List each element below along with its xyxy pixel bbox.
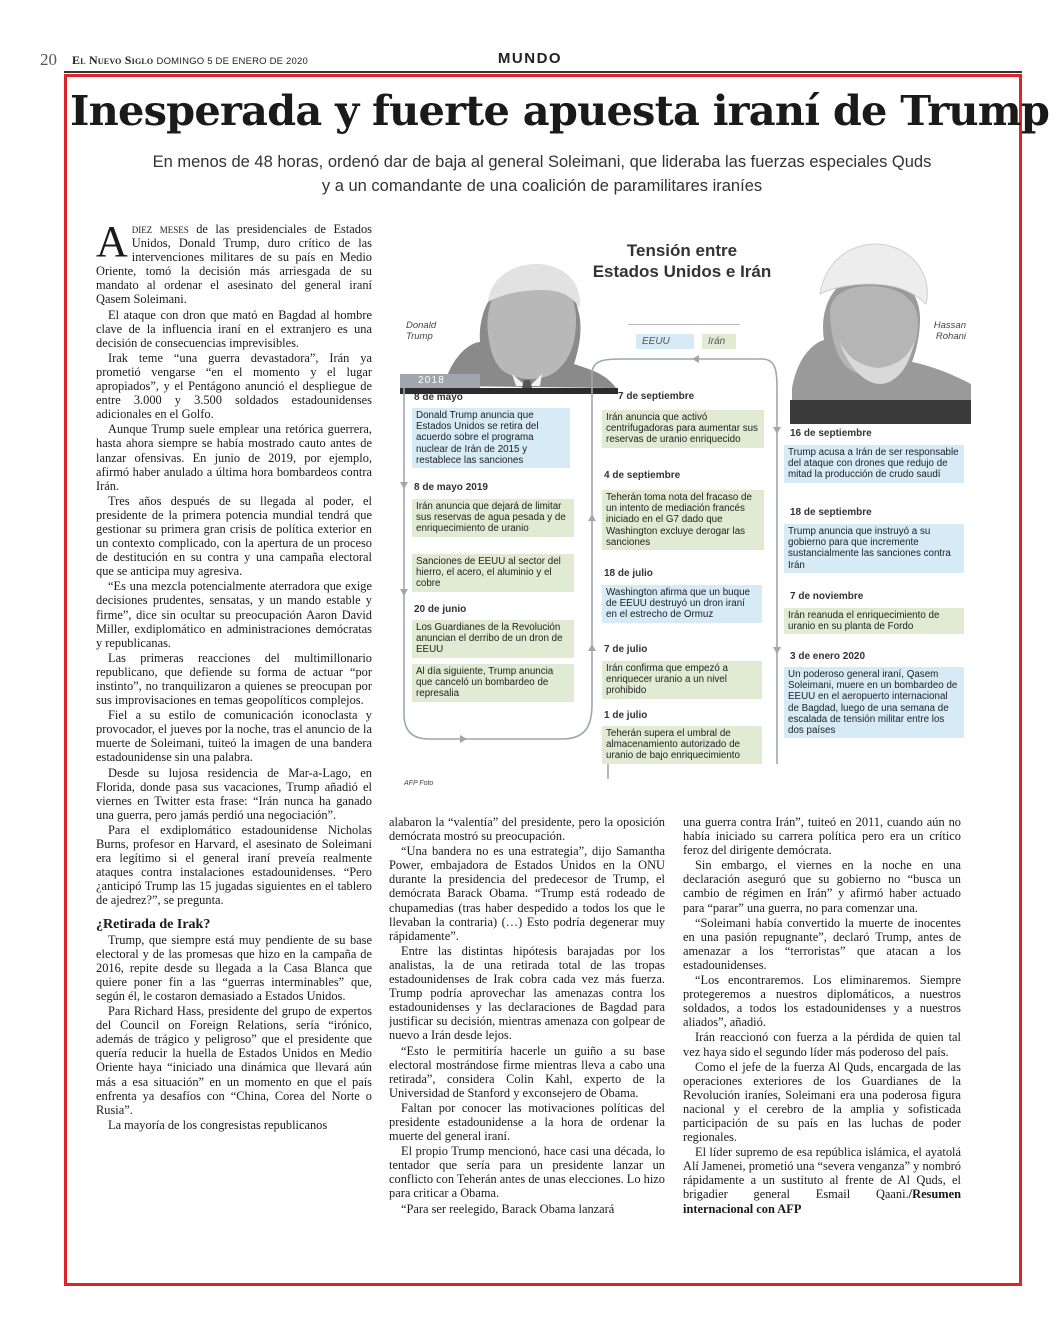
paragraph: Las primeras reacciones del multimillonario republicano, que defiende su forma de actuar “por instinto”, no tranquilizaron a quienes se preocupan por sus improvisaciones en temas geopolíticos complejos. — [96, 650, 372, 708]
photo-credit: AFP Foto — [404, 780, 434, 787]
event-date: 8 de mayo — [414, 392, 463, 403]
masthead-name: El Nuevo Siglo — [72, 53, 154, 67]
paragraph: “Soleimani había convertido la muerte de inocentes en una pasión repugnante”, declaró Trump, antes de amenazar a los “terroristas” que atacan a los estadounidenses. — [683, 915, 961, 972]
right-portrait-label: Hassan Rohani — [933, 320, 966, 342]
event-date: 3 de enero 2020 — [790, 651, 866, 662]
paragraph: “Esto le permitiría hacerle un guiño a su base electoral mostrándose firme mientras lleva a cabo una retirada”, considera Colin Kahl, experto de la Universidad de Stanford y exconsejero de Obama. — [389, 1043, 665, 1100]
subtitle: ¿Retirada de Irak? — [96, 916, 211, 932]
paragraph: Irak teme “una guerra devastadora”, Irán ya prometió vengarse “en el momento y el lugar apropiados”, y el Pentágono anunció el despliegue de entre 3.000 y 3.500 soldados estadounidenses adicionales en el Golfo. — [96, 350, 372, 422]
article-column-3 — [683, 815, 961, 1265]
masthead — [72, 53, 308, 68]
event-iran: Irán anuncia que activó centrifugadoras para aumentar sus reservas de uranio enriquecido — [602, 410, 764, 448]
subhead: En menos de 48 horas, ordenó dar de baja al general Soleimani, que lideraba las fuerzas especiales Quds y a un comandante de una coalición de paramilitares iraníes — [152, 153, 932, 195]
event-date: 7 de septiembre — [618, 391, 695, 402]
event-iran: Sanciones de EEUU al sector del hierro, el acero, el aluminio y el cobre — [412, 554, 574, 592]
paragraph: Sin embargo, el viernes en la noche en una declaración aseguró que su gobierno no “busca un cambio de régimen en Irán” y afirmó haber actuado para “parar” una guerra, no para comenzar una. — [683, 858, 961, 915]
paragraph: alabaron la “valentía” del presidente, pero la oposición demócrata mostró su preocupación. — [389, 815, 665, 844]
drop-cap: A — [96, 222, 128, 266]
event-iran: Irán reanuda el enriquecimiento de uranio en su planta de Fordo — [784, 608, 964, 634]
event-iran: Al día siguiente, Trump anuncia que canceló un bombardeo de represalia — [412, 664, 574, 702]
event-iran: Teherán supera el umbral de almacenamiento autorizado de uranio de bajo enriquecimiento — [602, 726, 762, 764]
paragraph: El propio Trump mencionó, hace casi una década, lo tentador que sería para un presidente lanzar un conflicto con Teherán antes de unas elecciones. Lo hizo para criticar a Obama. — [389, 1144, 665, 1201]
event-iran: Los Guardianes de la Revolución anuncian el derribo de un dron de EEUU — [412, 620, 574, 658]
paragraph: Entre las distintas hipótesis barajadas por los analistas, la de una retirada total de las tropas estadounidenses de Irak cobra cada vez más fuerza. Trump podría aprovechar las amenazas contra los estadounidenses y las declaraciones de Bagdad para justificar su decisión, mientras amenaza con golpear de nuevo a Irán desde lejos. — [389, 943, 665, 1043]
event-date: 18 de julio — [604, 568, 653, 579]
paragraph: “Los encontraremos. Los eliminaremos. Siempre protegeremos a nuestros diplomáticos, a nuestros soldados, a todos los estadounidenses y a nuestros aliados”, añadió. — [683, 973, 961, 1030]
headline: Inesperada y fuerte apuesta iraní de Trump — [70, 86, 1050, 135]
paragraph: Fiel a su estilo de comunicación iconoclasta y provocador, el jueves por la noche, tras el anuncio de la muerte de Soleimani, tuiteó la imagen de una bandera estadounidense sin una palabra. — [96, 708, 372, 765]
infographic — [392, 224, 971, 804]
paragraph: Desde su lujosa residencia de Mar-a-Lago, en Florida, donde pasa sus vacaciones, Trump añadió el viernes en Twitter esta frase: “Irán nunca ha ganado una guerra, pero jamás perdió una negociación”. — [96, 765, 372, 822]
lead-words: diez meses — [131, 222, 189, 236]
paragraph: “Para ser reelegido, Barack Obama lanzará — [401, 1201, 615, 1216]
legend-iran: Irán — [702, 334, 736, 349]
paragraph: Faltan por conocer las motivaciones políticas del presidente estadounidense a la hora de ordenar la muerte del general iraní. — [389, 1100, 665, 1144]
lead-paragraph — [96, 222, 372, 307]
event-us: Washington afirma que un buque de EEUU destruyó un dron iraní en el estrecho de Ormuz — [602, 585, 762, 623]
event-us: Un poderoso general iraní, Qasem Soleimani, muere en un bombardeo de EEUU en el aeropuerto internacional de Bagdad, luego de una semana de escalada de tensión militar entre los dos países — [784, 667, 964, 738]
paragraph: Para Richard Hass, presidente del grupo de expertos del Council on Foreign Relations, sería “irónico, además de trágico y peligroso” que el presidente que quería reducir la huella de Estados Unidos en Medio Oriente haya “iniciado una dinámica que llevará aún más a esa situación” en un momento en que el país enfrenta ya desafíos con “China, Corea del Norte o Rusia”. — [96, 1004, 372, 1117]
paragraph: La mayoría de los congresistas republicanos — [108, 1117, 328, 1132]
event-us: Trump anuncia que instruyó a su gobierno para que incremente sustancialmente las sanciones contra Irán — [784, 524, 964, 573]
event-iran: Irán confirma que empezó a enriquecer uranio a un nivel prohibido — [602, 661, 762, 699]
year-2018: 2018 — [418, 375, 446, 386]
event-date: 4 de septiembre — [604, 470, 681, 481]
event-date: 16 de septiembre — [790, 428, 872, 439]
paragraph: Trump, que siempre está muy pendiente de su base electoral y de las promesas que hizo en la campaña de 2016, repite desde su llegada a la Casa Blanca que quiere poner fin a las “guerras interminables” que, según él, le costaron demasiado a Estados Unidos. — [96, 932, 372, 1003]
event-date: 8 de mayo 2019 — [414, 482, 488, 493]
paragraph: El ataque con dron que mató en Bagdad al hombre clave de la influencia iraní en el extranjero es una decisión de consecuencias imprevisibles. — [96, 307, 372, 350]
paragraph-text: El líder supremo de esa república islámica, el ayatolá Alí Jamenei, prometió una “severa venganza” y nombró rápidamente a un sustituto al frente de Al Quds, el brigadier general Esmail Qaani. — [683, 1145, 961, 1202]
event-us: Donald Trump anuncia que Estados Unidos se retira del acuerdo sobre el programa nuclear de Irán de 2015 y restablece las sanciones — [412, 408, 570, 468]
event-date: 18 de septiembre — [790, 507, 872, 518]
infographic-title: Tensión entre Estados Unidos e Irán — [592, 241, 772, 281]
event-date: 20 de junio — [414, 604, 467, 615]
paragraph: “Una bandera no es una estrategia”, dijo Samantha Power, embajadora de Estados Unidos en la ONU durante la presidencia del predecesor de Trump, el demócrata Barack Obama. “Trump está rodeado de chupamedias (tras haber despedido a todos los que le llevaban la contraria) (…) Esto podría degenerar muy rápidamente”. — [389, 844, 665, 943]
paragraph: “Es una mezcla potencialmente aterradora que exige decisiones prudentes, sensatas, y un mando estable y firme”, dice sin ocultar su preocupación Aaron David Miller, exdiplomático en administraciones demócratas y republicanas. — [96, 579, 372, 650]
paragraph: de las presidenciales de Estados Unidos, Donald Trump, duro crítico de las intervenciones militares de su país en Medio Oriente, tomó la decisión más arriesgada de su mandato al ordenar el asesinato del general iraní Qasem Soleimani. — [96, 222, 372, 307]
paragraph — [683, 1145, 961, 1215]
article-column-2 — [389, 815, 665, 1265]
paragraph: Aunque Trump suele emplear una retórica guerrera, hasta ahora siempre se había mostrado cauto antes de lanzar ofensivas. En junio de 2019, por ejemplo, afirmó haber anulado a última hora bombardeos contra Irán. — [96, 422, 372, 493]
paragraph: Tres años después de su llegada al poder, el presidente de la primera potencia mundial tendrá que gestionar su primera gran crisis de política exterior en un contexto complicado, con la apertura de un proceso de destitución en su contra y una campaña electoral que se anticipa muy agresiva. — [96, 493, 372, 579]
event-date: 1 de julio — [604, 710, 648, 721]
masthead-date: DOMINGO 5 DE ENERO DE 2020 — [156, 56, 308, 67]
event-date: 7 de julio — [604, 644, 648, 655]
event-date: 7 de noviembre — [790, 591, 864, 602]
page-number: 20 — [40, 50, 57, 69]
legend — [628, 324, 740, 354]
event-us: Trump acusa a Irán de ser responsable del ataque con drones que redujo de mitad la producción de crudo saudí — [784, 445, 964, 483]
event-iran: Teherán toma nota del fracaso de un intento de mediación francés iniciado en el G7 dado que Washington excluye derogar las sanciones — [602, 490, 764, 550]
header-rule — [64, 71, 1022, 73]
paragraph: Irán reaccionó con fuerza a la pérdida de quien tal vez haya sido el segundo líder más poderoso del país. — [683, 1030, 961, 1059]
left-portrait-label: Donald Trump — [406, 320, 437, 342]
article-column-1 — [96, 222, 372, 1260]
paragraph: una guerra contra Irán”, tuiteó en 2011, cuando aún no había iniciado su carrera política pero era un crítico feroz del dirigente demócrata. — [683, 815, 961, 858]
signoff: /Resumen internacional con AFP — [683, 1187, 961, 1216]
paragraph: Para el exdiplomático estadounidense Nicholas Burns, profesor en Harvard, el asesinato de Soleimani era legítimo si el general iraní preveía realmente ataques contra instalaciones estadounidenses. “Pero ¿anticipó Trump las 15 jugadas siguientes en el tablero de ajedrez?”, se pregunta. — [96, 822, 372, 908]
section-label: MUNDO — [497, 50, 563, 67]
legend-us: EEUU — [636, 334, 694, 349]
paragraph: Como el jefe de la fuerza Al Quds, encargada de las operaciones exteriores de los Guardianes de la Revolución iraníes, Soleimani era una poderosa figura nacional y el cerebro de la amplia y sofisticada participación de su país en las luchas de poder regionales. — [683, 1059, 961, 1145]
event-iran: Irán anuncia que dejará de limitar sus reservas de agua pesada y de enriquecimiento de uranio — [412, 499, 574, 537]
